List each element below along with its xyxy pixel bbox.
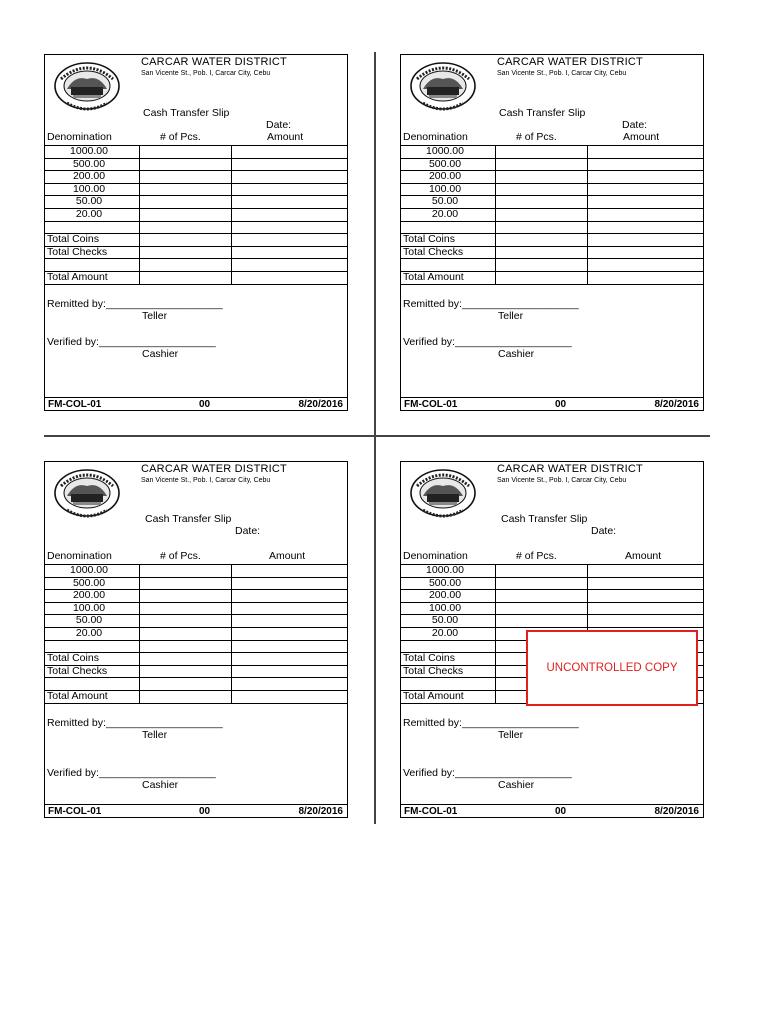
- pcs-header: # of Pcs.: [516, 131, 557, 143]
- slip-title: Cash Transfer Slip: [499, 107, 586, 119]
- teller-label: Teller: [142, 309, 168, 322]
- total-label: Total Checks: [403, 245, 464, 258]
- blank-row-gap: [496, 222, 587, 234]
- total-label: Total Coins: [47, 652, 99, 665]
- total-label: Total Coins: [403, 652, 455, 665]
- denomination-header: Denomination: [47, 131, 112, 143]
- denomination-header: Denomination: [403, 131, 468, 143]
- denomination-row: [45, 145, 347, 158]
- denomination-value: 50.00: [75, 614, 103, 627]
- date-label: Date:: [235, 525, 261, 537]
- total-label: Total Checks: [47, 245, 108, 258]
- total-label: Total Coins: [403, 233, 455, 246]
- water-district-seal-icon: [409, 61, 477, 111]
- blank-row-gap: [496, 259, 587, 271]
- denomination-value: 200.00: [72, 170, 106, 183]
- uncontrolled-copy-stamp: UNCONTROLLED COPY: [526, 630, 698, 706]
- table-rule: [45, 703, 347, 704]
- amount-header: Amount: [623, 131, 660, 143]
- denomination-value: 50.00: [75, 195, 103, 208]
- total-coins-row: [401, 233, 703, 246]
- teller-label: Teller: [498, 309, 524, 322]
- total-label: Total Coins: [47, 233, 99, 246]
- form-date: 8/20/2016: [654, 806, 699, 817]
- total-label: Total Amount: [403, 690, 464, 702]
- denomination-value: 20.00: [431, 627, 459, 639]
- denomination-value: 1000.00: [426, 145, 464, 157]
- table-rule: [401, 284, 703, 285]
- cashier-label: Cashier: [498, 778, 535, 791]
- company-name: CARCAR WATER DISTRICT: [141, 463, 287, 475]
- slip-title: Cash Transfer Slip: [145, 513, 232, 525]
- denomination-row: [401, 170, 703, 183]
- vertical-cut-line: [374, 52, 376, 824]
- denomination-row: [401, 183, 703, 196]
- total-checks-row: [45, 665, 347, 678]
- remitted-by-line: Remitted by:____________________: [403, 297, 579, 310]
- total-label: Total Amount: [47, 271, 108, 283]
- total-checks-row: [401, 246, 703, 259]
- form-revision: 00: [555, 806, 567, 817]
- company-address: San Vicente St., Pob. I, Carcar City, Cebu: [141, 70, 271, 77]
- denomination-value: 200.00: [72, 589, 106, 602]
- slip-header: [45, 55, 347, 113]
- blank-row-gap: [588, 222, 703, 234]
- pcs-header: # of Pcs.: [160, 550, 201, 562]
- cash-transfer-slip-3: [44, 461, 348, 818]
- total-coins-row: [45, 233, 347, 246]
- pcs-header: # of Pcs.: [516, 550, 557, 562]
- denomination-value: 50.00: [431, 195, 459, 208]
- total-coins-row: [45, 652, 347, 665]
- date-label: Date:: [591, 525, 617, 537]
- denomination-header: Denomination: [403, 550, 468, 562]
- form-date: 8/20/2016: [654, 399, 699, 410]
- denomination-row: [45, 577, 347, 590]
- total-label: Total Checks: [403, 664, 464, 677]
- blank-row-gap: [140, 222, 231, 234]
- slip-title: Cash Transfer Slip: [501, 513, 588, 525]
- water-district-seal-icon: [409, 468, 477, 518]
- denomination-value: 20.00: [75, 208, 103, 220]
- denomination-row: [45, 183, 347, 196]
- total-checks-row: [45, 246, 347, 259]
- denomination-header: Denomination: [47, 550, 112, 562]
- denomination-value: 100.00: [428, 182, 462, 195]
- denomination-row: [401, 589, 703, 602]
- form-footer: [45, 804, 347, 818]
- cash-transfer-slip-2: [400, 54, 704, 411]
- denomination-value: 100.00: [428, 601, 462, 614]
- denomination-value: 500.00: [428, 157, 462, 170]
- company-address: San Vicente St., Pob. I, Carcar City, Cebu: [141, 477, 271, 484]
- total-label: Total Amount: [403, 271, 464, 283]
- company-address: San Vicente St., Pob. I, Carcar City, Cebu: [497, 70, 627, 77]
- denomination-value: 20.00: [431, 208, 459, 220]
- blank-row-gap: [140, 259, 231, 271]
- verified-by-line: Verified by:____________________: [403, 335, 572, 348]
- form-code: FM-COL-01: [48, 806, 102, 817]
- form-code: FM-COL-01: [404, 399, 458, 410]
- denomination-value: 500.00: [72, 157, 106, 170]
- water-district-seal-icon: [53, 61, 121, 111]
- denomination-row: [401, 208, 703, 221]
- cashier-label: Cashier: [142, 347, 179, 360]
- blank-row-gap: [232, 678, 347, 690]
- blank-row-gap: [232, 259, 347, 271]
- denomination-row: [45, 614, 347, 627]
- cash-transfer-slip-1: [44, 54, 348, 411]
- denomination-row: [401, 158, 703, 171]
- slip-header: [401, 462, 703, 520]
- slip-header: [45, 462, 347, 520]
- total-label: Total Checks: [47, 664, 108, 677]
- company-name: CARCAR WATER DISTRICT: [141, 56, 287, 68]
- form-footer: [401, 804, 703, 818]
- water-district-seal-icon: [53, 468, 121, 518]
- total-amount-row: [45, 690, 347, 703]
- form-date: 8/20/2016: [298, 399, 343, 410]
- denomination-value: 100.00: [72, 601, 106, 614]
- denomination-row: [45, 602, 347, 615]
- form-revision: 00: [199, 806, 211, 817]
- denomination-value: 100.00: [72, 182, 106, 195]
- denomination-value: 1000.00: [426, 564, 464, 576]
- verified-by-line: Verified by:____________________: [47, 766, 216, 779]
- denomination-row: [45, 208, 347, 221]
- form-footer: [401, 397, 703, 411]
- total-amount-row: [45, 271, 347, 284]
- total-label: Total Amount: [47, 690, 108, 702]
- horizontal-cut-line: [44, 435, 710, 437]
- denomination-row: [45, 195, 347, 208]
- amount-header: Amount: [267, 131, 304, 143]
- cashier-label: Cashier: [498, 347, 535, 360]
- company-name: CARCAR WATER DISTRICT: [497, 463, 643, 475]
- teller-label: Teller: [498, 728, 524, 741]
- company-name: CARCAR WATER DISTRICT: [497, 56, 643, 68]
- total-amount-row: [401, 271, 703, 284]
- amount-header: Amount: [625, 550, 662, 562]
- remitted-by-line: Remitted by:____________________: [403, 716, 579, 729]
- form-date: 8/20/2016: [298, 806, 343, 817]
- slip-header: [401, 55, 703, 113]
- remitted-by-line: Remitted by:____________________: [47, 716, 223, 729]
- denomination-value: 1000.00: [70, 564, 108, 576]
- cashier-label: Cashier: [142, 778, 179, 791]
- blank-row-gap: [140, 678, 231, 690]
- form-code: FM-COL-01: [404, 806, 458, 817]
- denomination-value: 500.00: [72, 576, 106, 589]
- table-rule: [45, 284, 347, 285]
- denomination-value: 20.00: [75, 627, 103, 639]
- form-code: FM-COL-01: [48, 399, 102, 410]
- blank-row-gap: [140, 641, 231, 653]
- form-revision: 00: [555, 399, 567, 410]
- denomination-value: 200.00: [428, 170, 462, 183]
- form-footer: [45, 397, 347, 411]
- slip-title: Cash Transfer Slip: [143, 107, 230, 119]
- denomination-row: [45, 170, 347, 183]
- pcs-header: # of Pcs.: [160, 131, 201, 143]
- date-label: Date:: [622, 119, 648, 131]
- denomination-value: 500.00: [428, 576, 462, 589]
- denomination-row: [45, 564, 347, 577]
- denomination-row: [45, 158, 347, 171]
- denomination-row: [401, 564, 703, 577]
- denomination-row: [401, 195, 703, 208]
- date-label: Date:: [266, 119, 292, 131]
- denomination-row: [45, 627, 347, 640]
- denomination-value: 50.00: [431, 614, 459, 627]
- teller-label: Teller: [142, 728, 168, 741]
- denomination-row: [45, 589, 347, 602]
- verified-by-line: Verified by:____________________: [47, 335, 216, 348]
- denomination-value: 1000.00: [70, 145, 108, 157]
- denomination-row: [401, 145, 703, 158]
- blank-row-gap: [232, 222, 347, 234]
- denomination-value: 200.00: [428, 589, 462, 602]
- denomination-row: [401, 602, 703, 615]
- remitted-by-line: Remitted by:____________________: [47, 297, 223, 310]
- amount-header: Amount: [269, 550, 306, 562]
- form-revision: 00: [199, 399, 211, 410]
- verified-by-line: Verified by:____________________: [403, 766, 572, 779]
- denomination-row: [401, 614, 703, 627]
- blank-row-gap: [588, 259, 703, 271]
- company-address: San Vicente St., Pob. I, Carcar City, Cebu: [497, 477, 627, 484]
- denomination-row: [401, 577, 703, 590]
- blank-row-gap: [232, 641, 347, 653]
